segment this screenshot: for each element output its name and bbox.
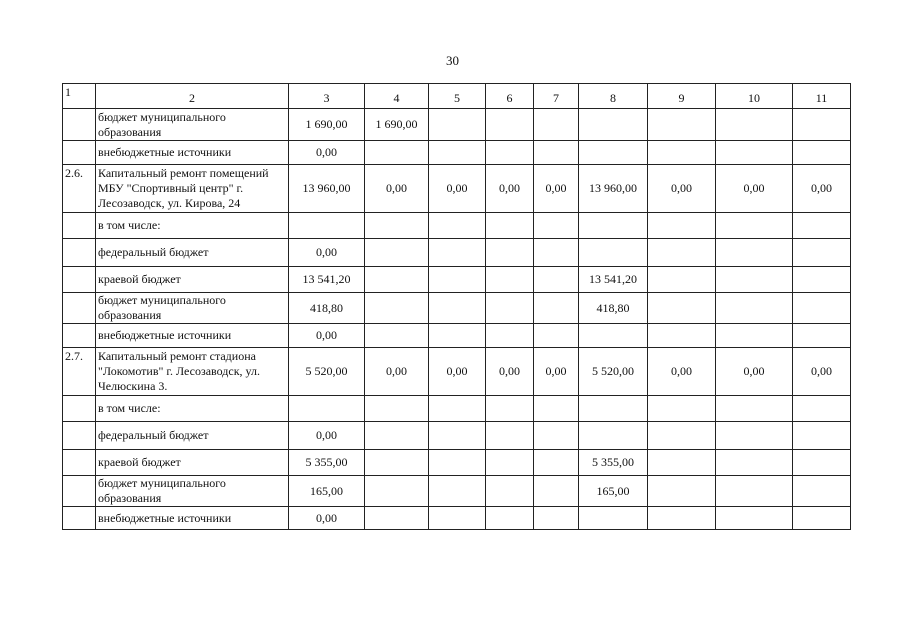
value-cell: 0,00 xyxy=(365,165,429,213)
value-cell: 0,00 xyxy=(486,348,534,396)
value-cell xyxy=(429,141,486,165)
value-cell xyxy=(648,141,716,165)
item-number-cell xyxy=(63,422,96,450)
item-number-cell xyxy=(63,507,96,530)
item-number-cell xyxy=(63,267,96,293)
value-cell xyxy=(486,239,534,267)
value-cell xyxy=(648,267,716,293)
value-cell xyxy=(486,476,534,507)
value-cell xyxy=(648,213,716,239)
value-cell xyxy=(716,213,793,239)
value-cell: 0,00 xyxy=(793,165,851,213)
value-cell xyxy=(486,267,534,293)
value-cell xyxy=(534,422,579,450)
value-cell xyxy=(716,109,793,141)
value-cell: 165,00 xyxy=(289,476,365,507)
value-cell xyxy=(648,396,716,422)
value-cell xyxy=(365,324,429,348)
value-cell xyxy=(486,396,534,422)
value-cell: 418,80 xyxy=(579,293,648,324)
value-cell xyxy=(793,507,851,530)
value-cell xyxy=(579,141,648,165)
value-cell xyxy=(793,213,851,239)
value-cell xyxy=(534,213,579,239)
value-cell: 5 355,00 xyxy=(289,450,365,476)
column-header: 3 xyxy=(289,84,365,109)
value-cell: 0,00 xyxy=(429,165,486,213)
value-cell xyxy=(365,476,429,507)
value-cell xyxy=(716,422,793,450)
value-cell xyxy=(486,507,534,530)
table-row xyxy=(63,396,851,422)
value-cell: 0,00 xyxy=(793,348,851,396)
column-header: 5 xyxy=(429,84,486,109)
value-cell: 13 541,20 xyxy=(289,267,365,293)
table-row xyxy=(63,348,851,396)
value-cell: 5 355,00 xyxy=(579,450,648,476)
value-cell: 0,00 xyxy=(289,324,365,348)
value-cell xyxy=(716,141,793,165)
value-cell: 0,00 xyxy=(716,165,793,213)
column-header: 10 xyxy=(716,84,793,109)
value-cell xyxy=(486,450,534,476)
value-cell: 1 690,00 xyxy=(365,109,429,141)
value-cell: 0,00 xyxy=(429,348,486,396)
value-cell xyxy=(534,109,579,141)
value-cell xyxy=(648,239,716,267)
budget-table xyxy=(62,83,851,530)
value-cell xyxy=(486,324,534,348)
table-row xyxy=(63,324,851,348)
value-cell xyxy=(486,109,534,141)
value-cell xyxy=(648,422,716,450)
value-cell: 0,00 xyxy=(648,165,716,213)
item-name-cell: в том числе: xyxy=(96,213,289,239)
column-header: 2 xyxy=(96,84,289,109)
value-cell xyxy=(716,293,793,324)
value-cell xyxy=(716,476,793,507)
column-header: 4 xyxy=(365,84,429,109)
item-name-cell: внебюджетные источники xyxy=(96,324,289,348)
table-row xyxy=(63,141,851,165)
value-cell xyxy=(534,239,579,267)
value-cell xyxy=(534,450,579,476)
value-cell: 0,00 xyxy=(289,507,365,530)
value-cell xyxy=(648,450,716,476)
item-name-cell: федеральный бюджет xyxy=(96,422,289,450)
value-cell xyxy=(793,450,851,476)
value-cell: 13 960,00 xyxy=(289,165,365,213)
item-name-cell: в том числе: xyxy=(96,396,289,422)
value-cell xyxy=(793,267,851,293)
value-cell xyxy=(365,396,429,422)
value-cell xyxy=(716,396,793,422)
value-cell xyxy=(534,324,579,348)
item-number-cell xyxy=(63,239,96,267)
item-number-cell xyxy=(63,450,96,476)
column-header: 6 xyxy=(486,84,534,109)
item-name-cell: Капитальный ремонт помещений МБУ "Спортивный центр" г. Лесозаводск, ул. Кирова, 24 xyxy=(96,165,289,213)
value-cell xyxy=(289,396,365,422)
value-cell xyxy=(648,109,716,141)
column-header: 1 xyxy=(63,84,96,109)
item-name-cell: внебюджетные источники xyxy=(96,507,289,530)
value-cell xyxy=(486,141,534,165)
table-row xyxy=(63,450,851,476)
value-cell: 13 960,00 xyxy=(579,165,648,213)
value-cell xyxy=(486,213,534,239)
value-cell xyxy=(579,324,648,348)
value-cell: 165,00 xyxy=(579,476,648,507)
value-cell: 5 520,00 xyxy=(579,348,648,396)
item-number-cell: 2.6. xyxy=(63,165,96,213)
table-row xyxy=(63,165,851,213)
value-cell xyxy=(365,239,429,267)
value-cell xyxy=(365,141,429,165)
value-cell xyxy=(793,324,851,348)
value-cell xyxy=(716,507,793,530)
value-cell xyxy=(429,324,486,348)
value-cell xyxy=(365,422,429,450)
value-cell xyxy=(716,267,793,293)
value-cell xyxy=(429,213,486,239)
value-cell xyxy=(534,141,579,165)
value-cell xyxy=(579,239,648,267)
item-name-cell: бюджет муниципального образования xyxy=(96,476,289,507)
value-cell xyxy=(365,267,429,293)
table-row xyxy=(63,293,851,324)
column-header: 11 xyxy=(793,84,851,109)
table-row xyxy=(63,267,851,293)
value-cell: 0,00 xyxy=(365,348,429,396)
value-cell: 1 690,00 xyxy=(289,109,365,141)
value-cell xyxy=(486,422,534,450)
value-cell xyxy=(429,476,486,507)
value-cell: 0,00 xyxy=(534,165,579,213)
value-cell xyxy=(429,507,486,530)
item-name-cell: бюджет муниципального образования xyxy=(96,293,289,324)
item-name-cell: Капитальный ремонт стадиона "Локомотив" г. Лесозаводск, ул. Челюскина 3. xyxy=(96,348,289,396)
table-row xyxy=(63,239,851,267)
value-cell: 0,00 xyxy=(486,165,534,213)
value-cell xyxy=(429,239,486,267)
item-name-cell: краевой бюджет xyxy=(96,450,289,476)
value-cell xyxy=(716,324,793,348)
table-row xyxy=(63,109,851,141)
value-cell: 0,00 xyxy=(534,348,579,396)
value-cell xyxy=(716,450,793,476)
value-cell xyxy=(429,422,486,450)
value-cell: 418,80 xyxy=(289,293,365,324)
item-number-cell xyxy=(63,109,96,141)
value-cell xyxy=(793,239,851,267)
value-cell: 0,00 xyxy=(289,141,365,165)
value-cell xyxy=(648,507,716,530)
value-cell: 0,00 xyxy=(289,239,365,267)
value-cell xyxy=(716,239,793,267)
table-row xyxy=(63,422,851,450)
value-cell xyxy=(534,476,579,507)
value-cell xyxy=(793,396,851,422)
value-cell xyxy=(793,293,851,324)
value-cell xyxy=(365,293,429,324)
page-number: 30 xyxy=(446,53,459,68)
item-name-cell: краевой бюджет xyxy=(96,267,289,293)
value-cell xyxy=(793,109,851,141)
value-cell xyxy=(534,396,579,422)
item-number-cell xyxy=(63,476,96,507)
value-cell xyxy=(534,507,579,530)
value-cell xyxy=(486,293,534,324)
value-cell xyxy=(289,213,365,239)
value-cell xyxy=(534,267,579,293)
item-number-cell: 2.7. xyxy=(63,348,96,396)
value-cell xyxy=(429,267,486,293)
table-row xyxy=(63,507,851,530)
item-name-cell: федеральный бюджет xyxy=(96,239,289,267)
table-row xyxy=(63,213,851,239)
column-header: 9 xyxy=(648,84,716,109)
value-cell xyxy=(579,507,648,530)
value-cell xyxy=(793,422,851,450)
item-number-cell xyxy=(63,293,96,324)
value-cell: 0,00 xyxy=(648,348,716,396)
table-header-row xyxy=(63,84,851,109)
value-cell xyxy=(365,507,429,530)
value-cell: 0,00 xyxy=(716,348,793,396)
value-cell xyxy=(429,109,486,141)
value-cell xyxy=(793,141,851,165)
table-row xyxy=(63,476,851,507)
value-cell xyxy=(429,396,486,422)
value-cell xyxy=(579,396,648,422)
value-cell xyxy=(429,293,486,324)
value-cell: 13 541,20 xyxy=(579,267,648,293)
value-cell xyxy=(648,476,716,507)
item-name-cell: внебюджетные источники xyxy=(96,141,289,165)
value-cell: 5 520,00 xyxy=(289,348,365,396)
value-cell xyxy=(365,213,429,239)
item-number-cell xyxy=(63,141,96,165)
value-cell xyxy=(793,476,851,507)
value-cell xyxy=(365,450,429,476)
value-cell xyxy=(534,293,579,324)
value-cell: 0,00 xyxy=(289,422,365,450)
value-cell xyxy=(429,450,486,476)
item-name-cell: бюджет муниципального образования xyxy=(96,109,289,141)
item-number-cell xyxy=(63,324,96,348)
value-cell xyxy=(579,213,648,239)
value-cell xyxy=(648,293,716,324)
item-number-cell xyxy=(63,396,96,422)
value-cell xyxy=(648,324,716,348)
column-header: 8 xyxy=(579,84,648,109)
value-cell xyxy=(579,109,648,141)
value-cell xyxy=(579,422,648,450)
column-header: 7 xyxy=(534,84,579,109)
item-number-cell xyxy=(63,213,96,239)
